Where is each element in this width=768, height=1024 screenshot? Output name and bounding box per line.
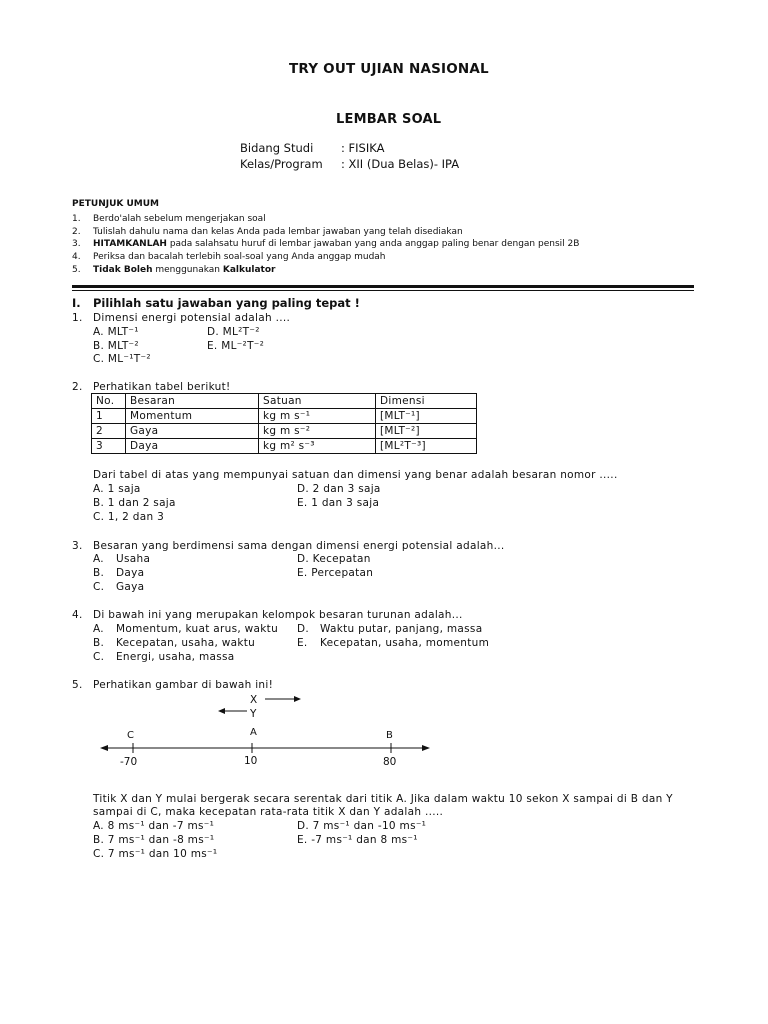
petunjuk-bold: HITAMKANLAH	[93, 239, 167, 249]
label-y: Y	[250, 708, 257, 720]
petunjuk-item	[72, 227, 463, 237]
tick-label-b: 80	[383, 756, 397, 768]
number-line-figure	[90, 690, 440, 775]
label-a: A	[250, 727, 257, 738]
petunjuk-item	[72, 214, 266, 224]
label-x: X	[250, 694, 258, 706]
option-c: C. 7 ms⁻¹ dan 10 ms⁻¹	[93, 848, 218, 860]
option-e: E. ML⁻²T⁻²	[207, 340, 265, 352]
table-row	[92, 409, 477, 424]
question-text: Besaran yang berdimensi sama dengan dimensi energi potensial adalah...	[93, 540, 505, 552]
option-a: A. 1 saja	[93, 483, 141, 495]
tick-label-a: 10	[244, 755, 258, 767]
label-c: C	[127, 730, 134, 741]
option-b: B. MLT⁻²	[93, 340, 139, 352]
table-cell: [ML²T⁻³]	[376, 439, 477, 454]
option-d: D. 7 ms⁻¹ dan -10 ms⁻¹	[297, 820, 427, 832]
petunjuk-num: 3.	[72, 239, 81, 249]
question-text-3: sampai di C, maka kecepatan rata-rata titik X dan Y adalah .....	[93, 806, 444, 818]
table-row	[92, 439, 477, 454]
table-cell: [MLT⁻²]	[376, 424, 477, 439]
table-cell: 2	[92, 424, 126, 439]
option-e-letter: E.	[297, 637, 308, 649]
option-a-letter: A.	[93, 553, 104, 565]
option-b: B. 1 dan 2 saja	[93, 497, 176, 509]
table-cell: 1	[92, 409, 126, 424]
number-line-left-head	[100, 745, 108, 751]
table-cell: 3	[92, 439, 126, 454]
option-a: A. MLT⁻¹	[93, 326, 139, 338]
option-b: Daya	[116, 567, 145, 579]
option-b: Kecepatan, usaha, waktu	[116, 637, 256, 649]
option-d: D. Kecepatan	[297, 553, 371, 565]
table-cell: kg m s⁻¹	[259, 409, 376, 424]
question-text: Dimensi energi potensial adalah ....	[93, 312, 291, 324]
petunjuk-text: pada salahsatu huruf di lembar jawaban yang anda anggap paling benar dengan pensil 2B	[166, 239, 580, 249]
option-c: Energi, usaha, massa	[116, 651, 235, 663]
divider-thin	[72, 290, 694, 291]
petunjuk-text: Berdo'alah sebelum mengerjakan soal	[93, 214, 266, 224]
option-c-letter: C.	[93, 581, 105, 593]
kelas-label: Kelas/Program	[240, 157, 323, 171]
table-cell: kg m s⁻²	[259, 424, 376, 439]
section-heading	[72, 296, 360, 310]
option-a: Usaha	[116, 553, 151, 565]
number-line-right-head	[422, 745, 430, 751]
data-table	[91, 393, 477, 454]
petunjuk-num: 5.	[72, 265, 81, 275]
option-d: D. ML²T⁻²	[207, 326, 260, 338]
petunjuk-text: Periksa dan bacalah terlebih soal-soal yang Anda anggap mudah	[93, 252, 386, 262]
table-header: No.	[92, 394, 126, 409]
bidang-value: : FISIKA	[341, 141, 385, 155]
table-cell: Gaya	[126, 424, 259, 439]
table-row	[92, 424, 477, 439]
option-d: D. 2 dan 3 saja	[297, 483, 381, 495]
petunjuk-item	[72, 252, 386, 262]
question-text-2: Dari tabel di atas yang mempunyai satuan dan dimensi yang benar adalah besaran nomor .....	[93, 469, 618, 481]
question-number: 2.	[72, 381, 83, 393]
option-e: E. -7 ms⁻¹ dan 8 ms⁻¹	[297, 834, 418, 846]
petunjuk-num: 2.	[72, 227, 81, 237]
table-header: Dimensi	[376, 394, 477, 409]
petunjuk-num: 1.	[72, 214, 81, 224]
question-text: Di bawah ini yang merupakan kelompok besaran turunan adalah...	[93, 609, 463, 621]
table-cell: Momentum	[126, 409, 259, 424]
option-b-letter: B.	[93, 567, 105, 579]
option-c: Gaya	[116, 581, 145, 593]
option-e: Kecepatan, usaha, momentum	[320, 637, 490, 649]
bidang-label: Bidang Studi	[240, 141, 314, 155]
kelas-value: : XII (Dua Belas)- IPA	[341, 157, 460, 171]
table-header: Besaran	[126, 394, 259, 409]
label-b: B	[386, 730, 393, 741]
section-title: Pilihlah satu jawaban yang paling tepat !	[93, 296, 360, 310]
arrow-x-head	[294, 696, 301, 702]
option-a-letter: A.	[93, 623, 104, 635]
option-a: Momentum, kuat arus, waktu	[116, 623, 279, 635]
option-c: C. ML⁻¹T⁻²	[93, 353, 151, 365]
question-text: Perhatikan tabel berikut!	[93, 381, 231, 393]
option-e: E. 1 dan 3 saja	[297, 497, 380, 509]
petunjuk-bold-2: Kalkulator	[222, 265, 276, 275]
petunjuk-text: menggunakan	[152, 265, 223, 275]
petunjuk-item	[72, 239, 579, 249]
petunjuk-num: 4.	[72, 252, 81, 262]
section-number: I.	[72, 296, 81, 310]
question-text-2: Titik X dan Y mulai bergerak secara serentak dari titik A. Jika dalam waktu 10 sekon X sampai di B dan Y	[93, 793, 673, 805]
question-number: 3.	[72, 540, 83, 552]
option-e: E. Percepatan	[297, 567, 374, 579]
option-b-letter: B.	[93, 637, 105, 649]
option-c-letter: C.	[93, 651, 105, 663]
table-cell: Daya	[126, 439, 259, 454]
table-header: Satuan	[259, 394, 376, 409]
table-header-row	[92, 394, 477, 409]
option-d-letter: D.	[297, 623, 310, 635]
option-c: C. 1, 2 dan 3	[93, 511, 165, 523]
petunjuk-item	[72, 265, 275, 275]
petunjuk-heading: PETUNJUK UMUM	[72, 199, 160, 209]
divider-thick	[72, 285, 694, 288]
tick-label-c: -70	[120, 756, 138, 768]
table-cell: kg m² s⁻³	[259, 439, 376, 454]
arrow-y-head	[218, 708, 225, 714]
question-text: Perhatikan gambar di bawah ini!	[93, 679, 274, 691]
option-d: Waktu putar, panjang, massa	[320, 623, 483, 635]
table-cell: [MLT⁻¹]	[376, 409, 477, 424]
question-number: 5.	[72, 679, 83, 691]
petunjuk-bold: Tidak Boleh	[93, 265, 153, 275]
page-title: TRY OUT UJIAN NASIONAL	[289, 61, 489, 77]
option-b: B. 7 ms⁻¹ dan -8 ms⁻¹	[93, 834, 215, 846]
petunjuk-text: Tulislah dahulu nama dan kelas Anda pada lembar jawaban yang telah disediakan	[93, 227, 463, 237]
question-number: 1.	[72, 312, 83, 324]
option-a: A. 8 ms⁻¹ dan -7 ms⁻¹	[93, 820, 215, 832]
question-number: 4.	[72, 609, 83, 621]
page-subtitle: LEMBAR SOAL	[336, 112, 442, 127]
